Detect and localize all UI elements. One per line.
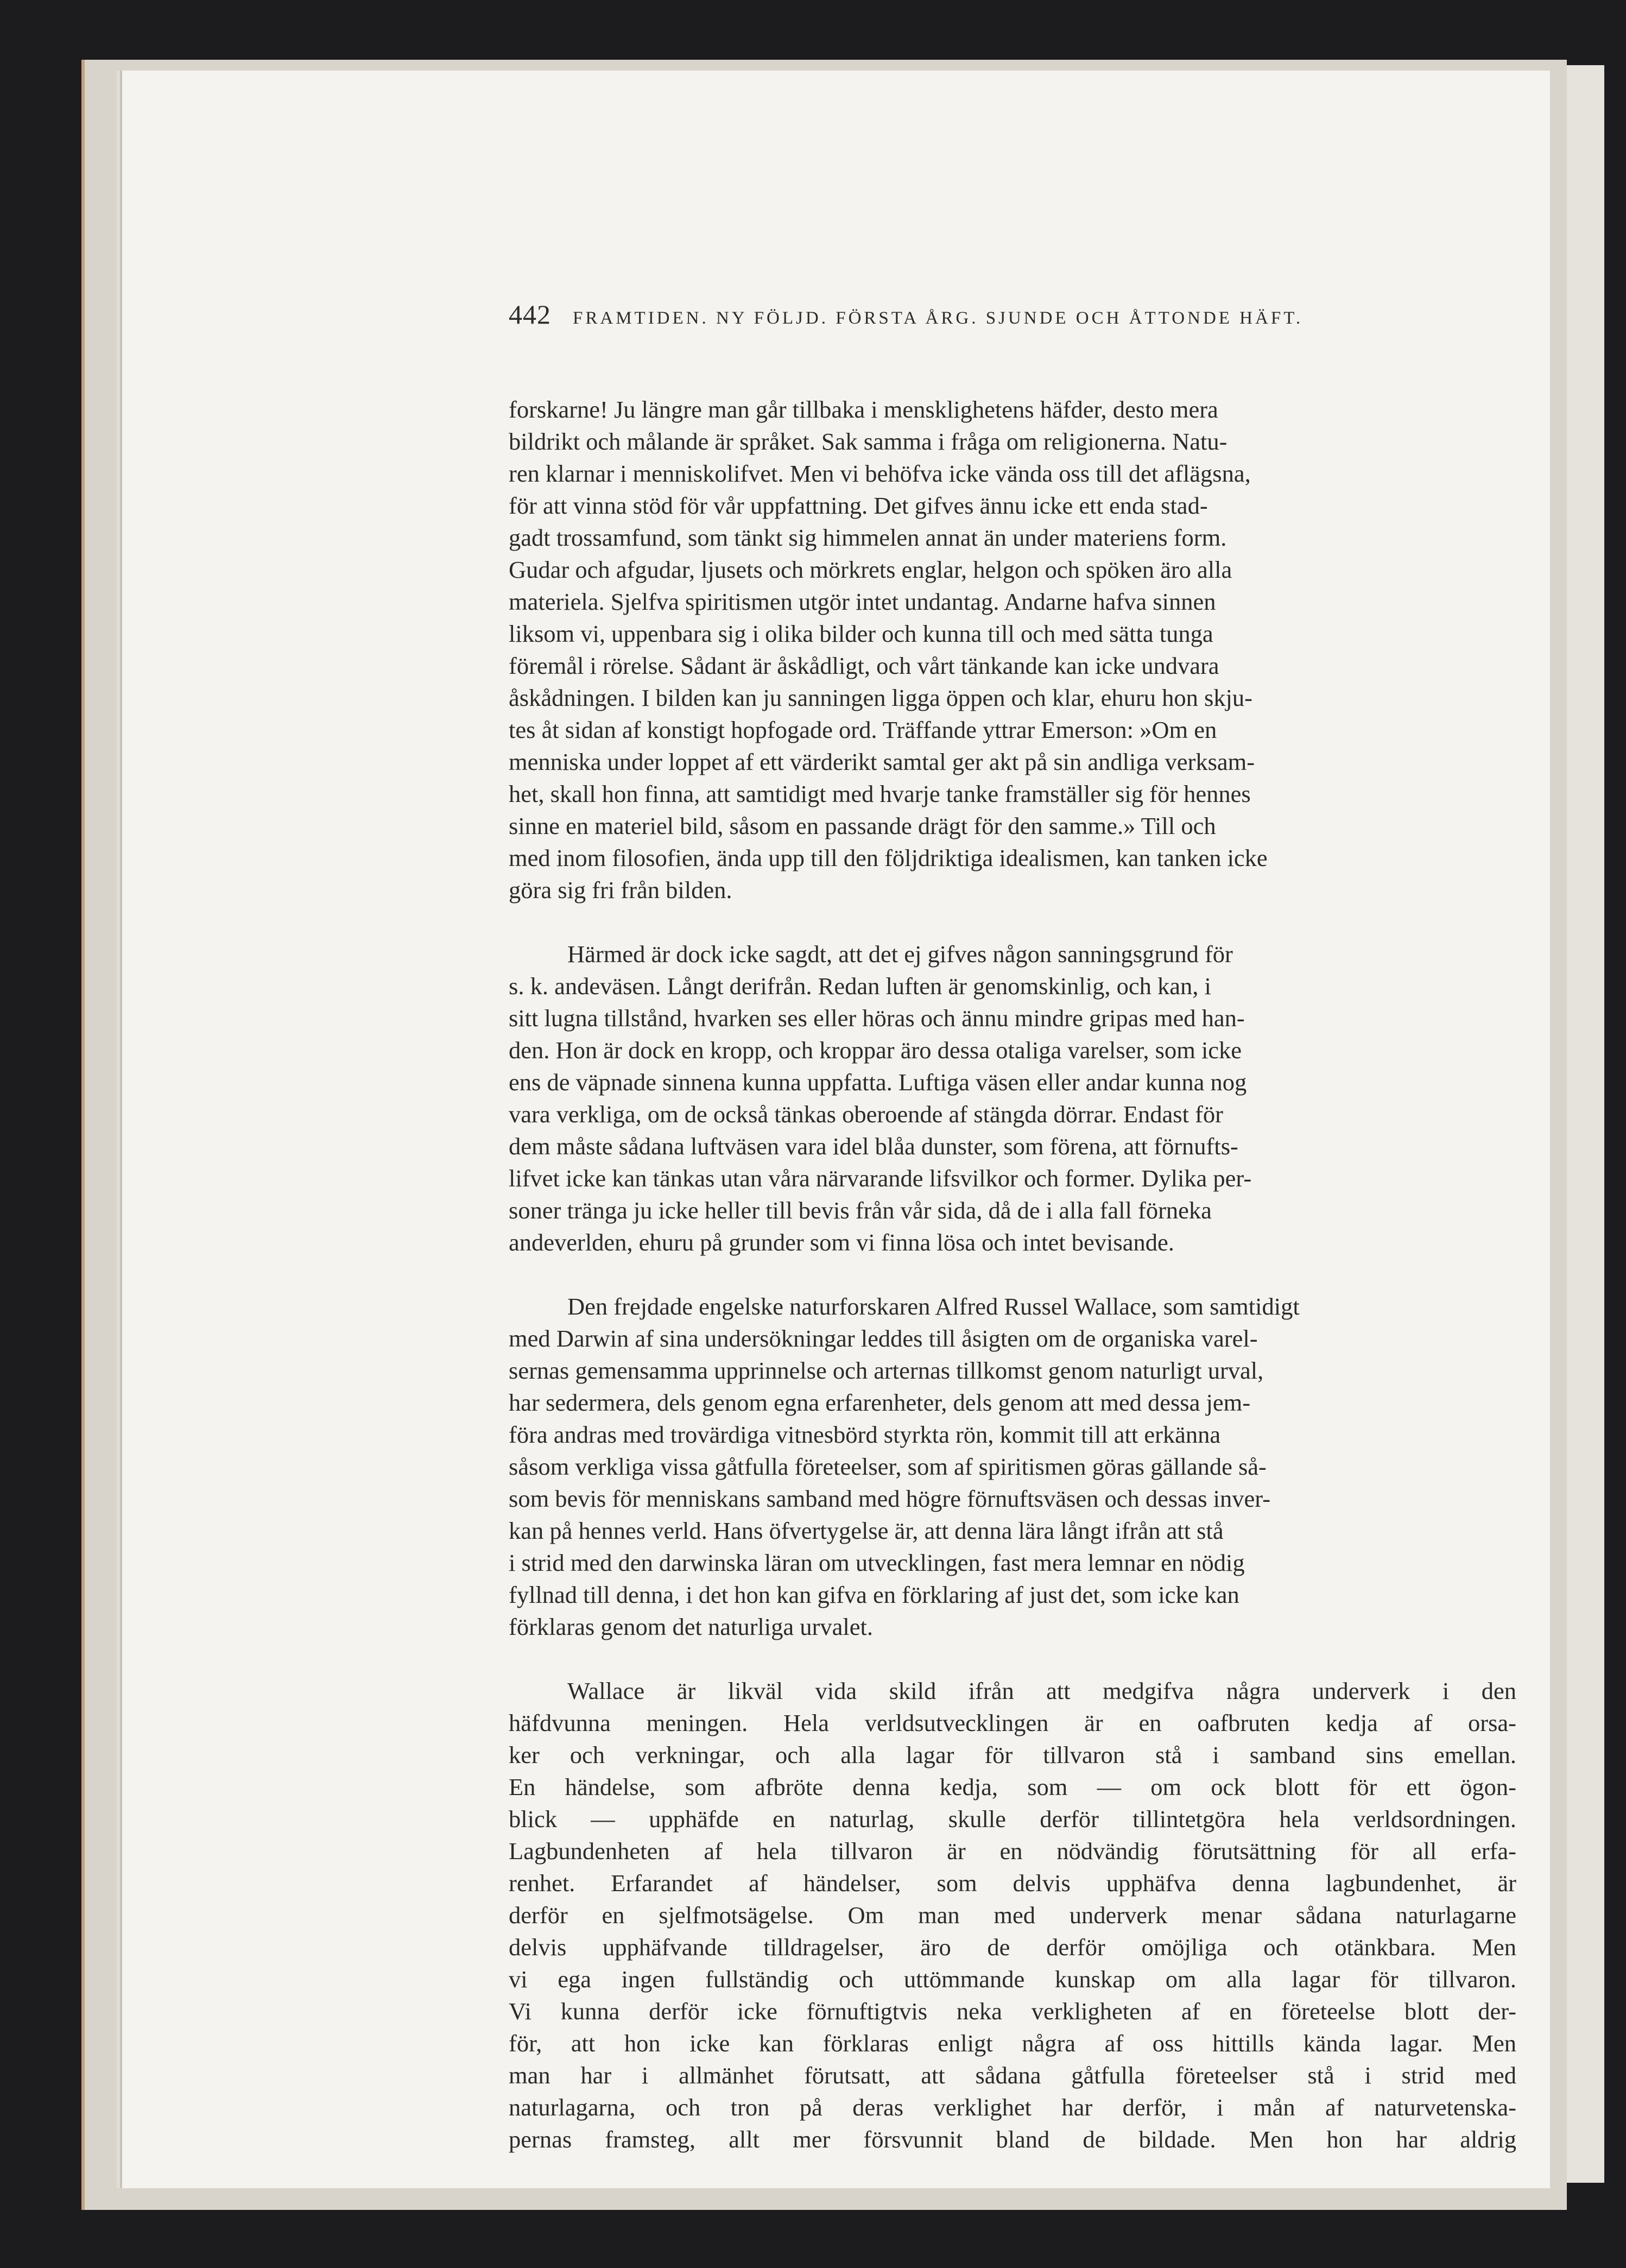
paragraph: Wallace är likväl vida skild ifrån att medgifva några underverk i den häfdvunna meningen. Hela verldsutvecklingen är en oafbruten kedja af orsa- ker och verkningar, och alla lagar för tillvaron stå i samband sins emellan. En händelse, som afbröte denna kedja, som — om ock blott för ett ögon- blick — upphäfde en naturlag, skulle derför tillintetgöra hela verldsordningen. Lagbundenheten af hela tillvaron är en nödvändig förutsättning för all erfa- renhet. Erfarandet af händelser, som delvis upphäfva denna lagbundenhet, är derför en sjelfmotsägelse. Om man med underverk menar sådana naturlagarne delvis upphäfvande tilldragelser, äro de derför omöjliga och otänkbara. Men vi ega ingen fullständig och uttömmande kunskap om alla lagar för tillvaron. Vi kunna derför icke förnuftigtvis neka verkligheten af en företeelse blott der- för, att hon icke kan förklaras enligt några af oss hittills kända lagar. Men man har i allmänhet förutsatt, att sådana gåtfulla företeelser stå i strid med naturlagarna, och tron på deras verklighet har derför, i mån af naturvetenska- pernas framsteg, allt mer försvunnit bland de bildade. Men hon har aldrig [509, 1677, 1516, 2153]
paragraph: forskarne! Ju längre man går tillbaka i mensklighetens häfder, desto mera bildrikt och målande är språket. Sak samma i fråga om religionerna. Natu- ren klarnar i menniskolifvet. Men vi behöfva icke vända oss till det aflägsna, för att vinna stöd för vår uppfattning. Det gifves ännu icke ett enda stad- gadt trossamfund, som tänkt sig himmelen annat än under materiens form. Gudar och afgudar, ljusets och mörkrets englar, helgon och spöken äro alla materiela. Sjelfva spiritismen utgör intet undantag. Andarne hafva sinnen liksom vi, uppenbara sig i olika bilder och kunna till och med sätta tunga föremål i rörelse. Sådant är åskådligt, och vårt tänkande kan icke undvara åskådningen. I bilden kan ju sanningen ligga öppen och klar, ehuru hon skju- tes åt sidan af konstigt hopfogade ord. Träffande yttrar Emerson: »Om en menniska under loppet af ett värderikt samtal ger akt på sin andliga verksam- het, skall hon finna, att samtidigt med hvarje tanke framställer sig för hennes sinne en materiel bild, såsom en passande drägt för den samme.» Till och med inom filosofien, ända upp till den följdriktiga idealismen, kan tanken icke göra sig fri från bilden. [509, 396, 1268, 904]
book-page [122, 71, 1550, 2188]
running-head: FRAMTIDEN. NY FÖLJD. FÖRSTA ÅRG. SJUNDE OCH ÅTTONDE HÄFT. [573, 308, 1304, 328]
paragraph: Den frejdade engelske naturforskaren Alfred Russel Wallace, som samtidigt med Darwin af sina undersökningar leddes till åsigten om de organiska varel- sernas gemensamma upprinnelse och arternas tillkomst genom naturligt urval, har sedermera, dels genom egna erfarenheter, dels genom att med dessa jem- föra andras med trovärdiga vitnesbörd styrkta rön, kommit till att erkänna såsom verkliga vissa gåtfulla företeelser, som af spiritismen göras gällande så- som bevis för menniskans samband med högre förnuftsväsen och dessas inver- kan på hennes verld. Hans öfvertygelse är, att denna lära långt ifrån att stå i strid med den darwinska läran om utvecklingen, fast mera lemnar en nödig fyllnad till denna, i det hon kan gifva en förklaring af just det, som icke kan förklaras genom det naturliga urvalet. [509, 1293, 1300, 1640]
page-number: 442 [509, 299, 551, 330]
page-content [509, 299, 1516, 2153]
body-text [509, 362, 1516, 2188]
page-header [509, 299, 1516, 337]
paragraph: Härmed är dock icke sagdt, att det ej gifves någon sanningsgrund för s. k. andeväsen. Långt derifrån. Redan luften är genomskinlig, och kan, i sitt lugna tillstånd, hvarken ses eller höras och ännu mindre gripas med han- den. Hon är dock en kropp, och kroppar äro dessa otaliga varelser, som icke ens de väpnade sinnena kunna uppfatta. Luftiga väsen eller andar kunna nog vara verkliga, om de också tänkas oberoende af stängda dörrar. Endast för dem måste sådana luftväsen vara idel blåa dunster, som förena, att förnufts- lifvet icke kan tänkas utan våra närvarande lifsvilkor och former. Dylika per- soner tränga ju icke heller till bevis från vår sida, då de i alla fall förneka andeverlden, ehuru på grunder som vi finna lösa och intet bevisande. [509, 940, 1252, 1256]
